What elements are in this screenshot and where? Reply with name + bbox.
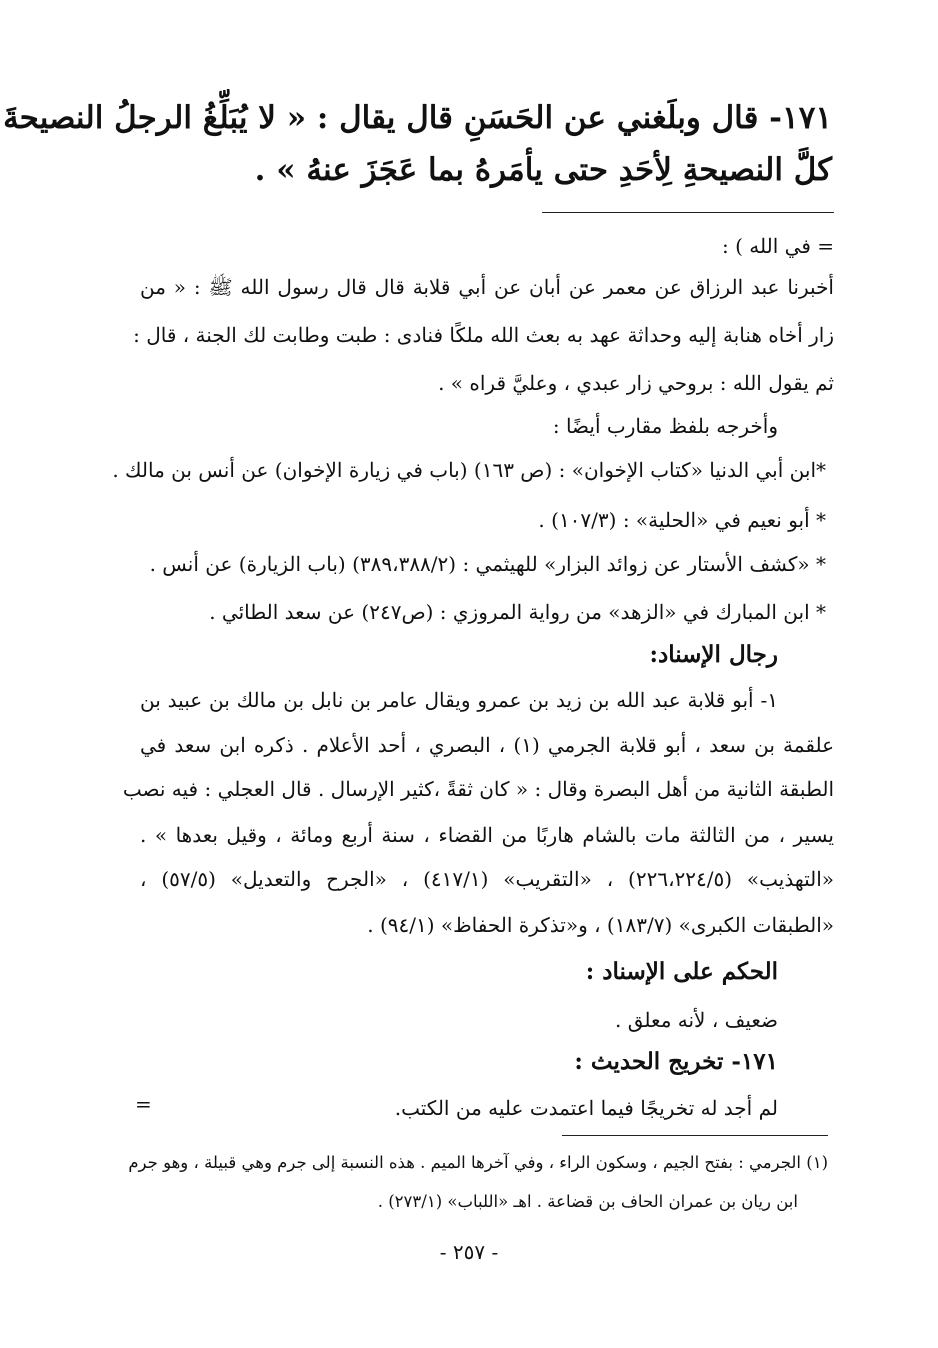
narrator-line-3: الطبقة الثانية من أهل البصرة وقال : « كان ثقةً ،كثير الإرسال . قال العجلي : فيه نصب	[122, 777, 834, 801]
narrator-line-5: «التهذيب» (٢٢٦،٢٢٤/٥) ، «التقريب» (٤١٧/١) ، «الجرح والتعديل» (٥٧/٥) ،	[140, 867, 834, 891]
source-item-ibn-abi-dunya: *ابن أبي الدنيا «كتاب الإخوان» : (ص ١٦٣) (باب في زيارة الإخوان) عن أنس بن مالك .	[112, 458, 826, 482]
takhrij-heading: ١٧١- تخريج الحديث :	[574, 1048, 778, 1075]
page-number: - ٢٥٧ -	[439, 1240, 499, 1264]
ruling-text: ضعيف ، لأنه معلق .	[615, 1008, 778, 1032]
hadith-line-2: كلَّ النصيحةِ لِأحَدِ حتى يأمَرهُ بما عَجَزَ عنهُ » .	[254, 152, 832, 188]
continuation-mark: =	[135, 1092, 152, 1116]
source-item-abu-nuaym: * أبو نعيم في «الحلية» : (١٠٧/٣) .	[538, 508, 826, 532]
takhrij-text: لم أجد له تخريجًا فيما اعتمدت عليه من الكتب.	[394, 1096, 778, 1120]
continuation-line-1: = في الله ) :	[722, 234, 834, 258]
hadith-separator-rule	[542, 212, 834, 213]
continuation-line-4: ثم يقول الله : بروحي زار عبدي ، وعليَّ قراه » .	[438, 371, 834, 395]
ruling-heading: الحكم على الإسناد :	[585, 958, 778, 985]
source-item-ibn-al-mubarak: * ابن المبارك في «الزهد» من رواية المروزي : (ص٢٤٧) عن سعد الطائي .	[209, 600, 826, 624]
continuation-line-3: زار أخاه هنابة إليه وحداثة عهد به بعث الله ملكًا فنادى : طبت وطابت لك الجنة ، قال :	[133, 323, 834, 347]
footnote-separator-rule	[562, 1135, 828, 1136]
footnote-line-1: (١) الجرمي : بفتح الجيم ، وسكون الراء ، وفي آخرها الميم . هذه النسبة إلى جرم وهي قبيلة ، وهو جرم	[128, 1153, 828, 1172]
continuation-line-2: أخبرنا عبد الرزاق عن معمر عن أبان عن أبي قلابة قال قال رسول الله ﷺ : « من	[140, 275, 834, 299]
narrator-line-6: «الطبقات الكبرى» (١٨٣/٧) ، و«تذكرة الحفاظ» (٩٤/١) .	[367, 913, 834, 937]
continuation-line-5: وأخرجه بلفظ مقارب أيضًا :	[552, 414, 778, 438]
footnote-line-2: ابن ريان بن عمران الحاف بن قضاعة . اهـ «اللباب» (٢٧٣/١) .	[377, 1192, 798, 1211]
hadith-line-1: ١٧١- قال وبلَغني عن الحَسَنِ قال يقال : « لا يُبَلِّغُ الرجلُ النصيحةَ	[3, 100, 832, 136]
narrator-line-4: يسير ، من الثالثة مات بالشام هاربًا من القضاء ، سنة أربع ومائة ، وقيل بعدها » .	[140, 823, 834, 847]
source-item-kashf-al-astar: * «كشف الأستار عن زوائد البزار» للهيثمي : (٣٨٩،٣٨٨/٢) (باب الزيارة) عن أنس .	[149, 552, 826, 576]
narrator-line-2: علقمة بن سعد ، أبو قلابة الجرمي (١) ، البصري ، أحد الأعلام . ذكره ابن سعد في	[140, 733, 834, 757]
narrator-line-1: ١- أبو قلابة عبد الله بن زيد بن عمرو ويقال عامر بن نابل بن مالك بن عبيد بن	[140, 688, 778, 712]
narrators-heading: رجال الإسناد:	[649, 641, 778, 668]
